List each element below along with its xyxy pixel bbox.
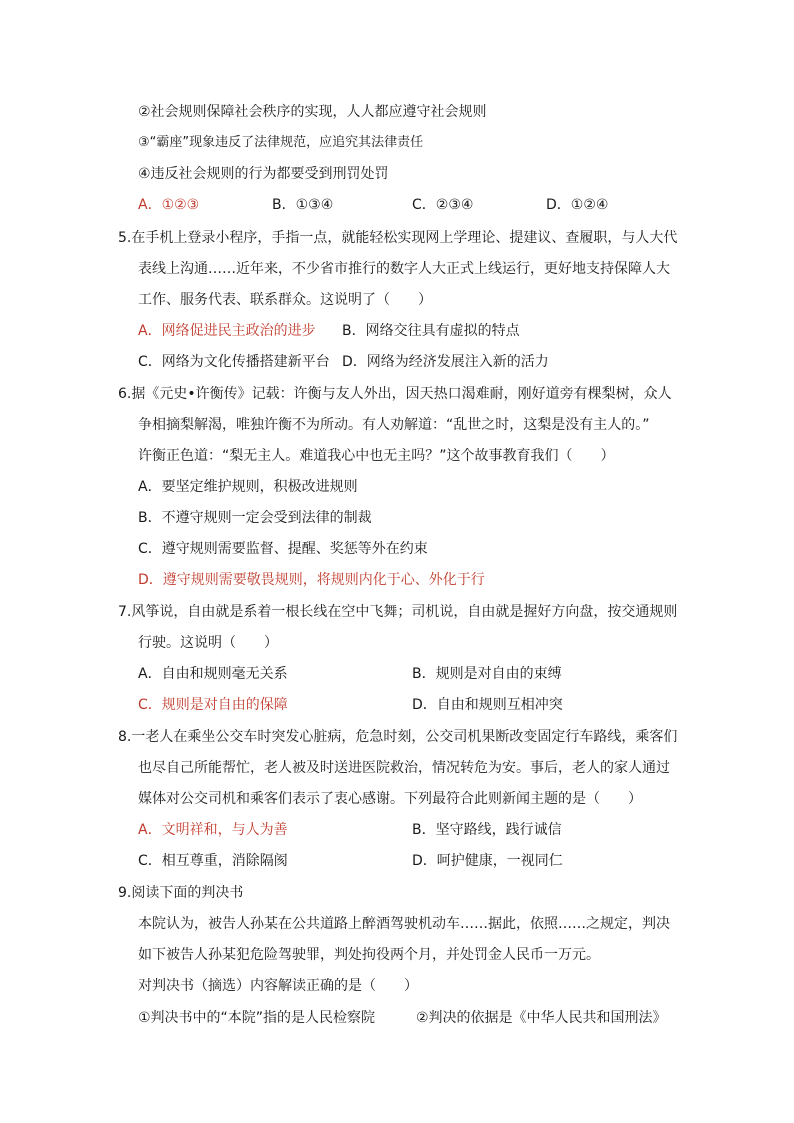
q5-stem-line-1: 5.在手机上登录小程序，手指一点，就能轻松实现网上学理论、提建议、查履职，与人大代	[118, 230, 678, 246]
q5-stem-line-2: 表线上沟通……近年来，不少省市推行的数字人大正式上线运行，更好地支持保障人大	[138, 261, 670, 277]
q8-option-c: C．相互尊重，消除隔阂	[138, 853, 288, 869]
q4-option-b: B．①③④	[272, 197, 334, 213]
q6-option-b: B．不遵守规则一定会受到法律的制裁	[138, 510, 372, 526]
q6-option-c: C．遵守规则需要监督、提醒、奖惩等外在约束	[138, 541, 428, 557]
q9-stem-line-1: 9.阅读下面的判决书	[118, 885, 244, 901]
q5-option-d: D．网络为经济发展注入新的活力	[342, 354, 549, 370]
q8-stem-line-3: 媒体对公交司机和乘客们表示了衷心感谢。下列最符合此则新闻主题的是（ ）	[138, 791, 642, 807]
q9-statement-2: ②判决的依据是《中华人民共和国刑法》	[416, 1010, 667, 1026]
q6-stem-line-2: 争相摘梨解渴，唯独许衡不为所动。有人劝解道：“乱世之时，这梨是没有主人的。”	[138, 417, 650, 433]
q4-statement-4: ④违反社会规则的行为都要受到刑罚处罚	[138, 166, 389, 182]
q5-option-a: A．网络促进民主政治的进步	[138, 323, 316, 339]
q9-stem-line-3: 如下被告人孙某犯危险驾驶罪，判处拘役两个月，并处罚金人民币一万元。	[138, 947, 600, 963]
q7-option-c: C．规则是对自由的保障	[138, 697, 288, 713]
q4-statement-3: ③“霸座”现象违反了法律规范，应追究其法律责任	[138, 135, 424, 150]
q4-option-d: D．①②④	[546, 197, 609, 213]
q7-option-d: D．自由和规则互相冲突	[412, 697, 563, 713]
q9-statement-1: ①判决书中的“本院”指的是人民检察院	[138, 1010, 376, 1026]
q6-option-d: D．遵守规则需要敬畏规则，将规则内化于心、外化于行	[138, 572, 485, 588]
q6-stem-line-1: 6.据《元史•许衡传》记载：许衡与友人外出，因天热口渴难耐，刚好道旁有棵梨树，众人	[118, 386, 672, 402]
q4-option-a: A．①②③	[138, 197, 200, 213]
q9-stem-line-4: 对判决书（摘选）内容解读正确的是（ ）	[138, 978, 418, 994]
q8-option-d: D．呵护健康，一视同仁	[412, 853, 563, 869]
q5-option-c: C．网络为文化传播搭建新平台	[138, 354, 330, 370]
q6-stem-line-3: 许衡正色道：“梨无主人。难道我心中也无主吗？”这个故事教育我们（ ）	[138, 448, 615, 464]
q6-option-a: A．要坚定维护规则，积极改进规则	[138, 479, 358, 495]
q4-statement-2: ②社会规则保障社会秩序的实现，人人都应遵守社会规则	[138, 104, 487, 120]
q7-option-a: A．自由和规则毫无关系	[138, 666, 288, 682]
q8-option-b: B．坚守路线，践行诚信	[412, 822, 562, 838]
q5-option-b: B．网络交往具有虚拟的特点	[342, 323, 520, 339]
q7-stem-line-1: 7.风筝说，自由就是系着一根长线在空中飞舞；司机说，自由就是握好方向盘，按交通规则	[118, 604, 678, 620]
q8-option-a: A．文明祥和，与人为善	[138, 822, 288, 838]
q7-option-b: B．规则是对自由的束缚	[412, 666, 562, 682]
q4-option-c: C．②③④	[412, 197, 474, 213]
q8-stem-line-1: 8.一老人在乘坐公交车时突发心脏病，危急时刻，公交司机果断改变固定行车路线，乘客们	[118, 729, 678, 745]
q5-stem-line-3: 工作、服务代表、联系群众。这说明了（ ）	[138, 292, 432, 308]
q9-stem-line-2: 本院认为，被告人孙某在公共道路上醉酒驾驶机动车……据此，依照……之规定，判决	[138, 916, 670, 932]
q7-stem-line-2: 行驶。这说明（ ）	[138, 635, 278, 651]
q8-stem-line-2: 也尽自己所能帮忙，老人被及时送进医院救治，情况转危为安。事后，老人的家人通过	[138, 760, 670, 776]
